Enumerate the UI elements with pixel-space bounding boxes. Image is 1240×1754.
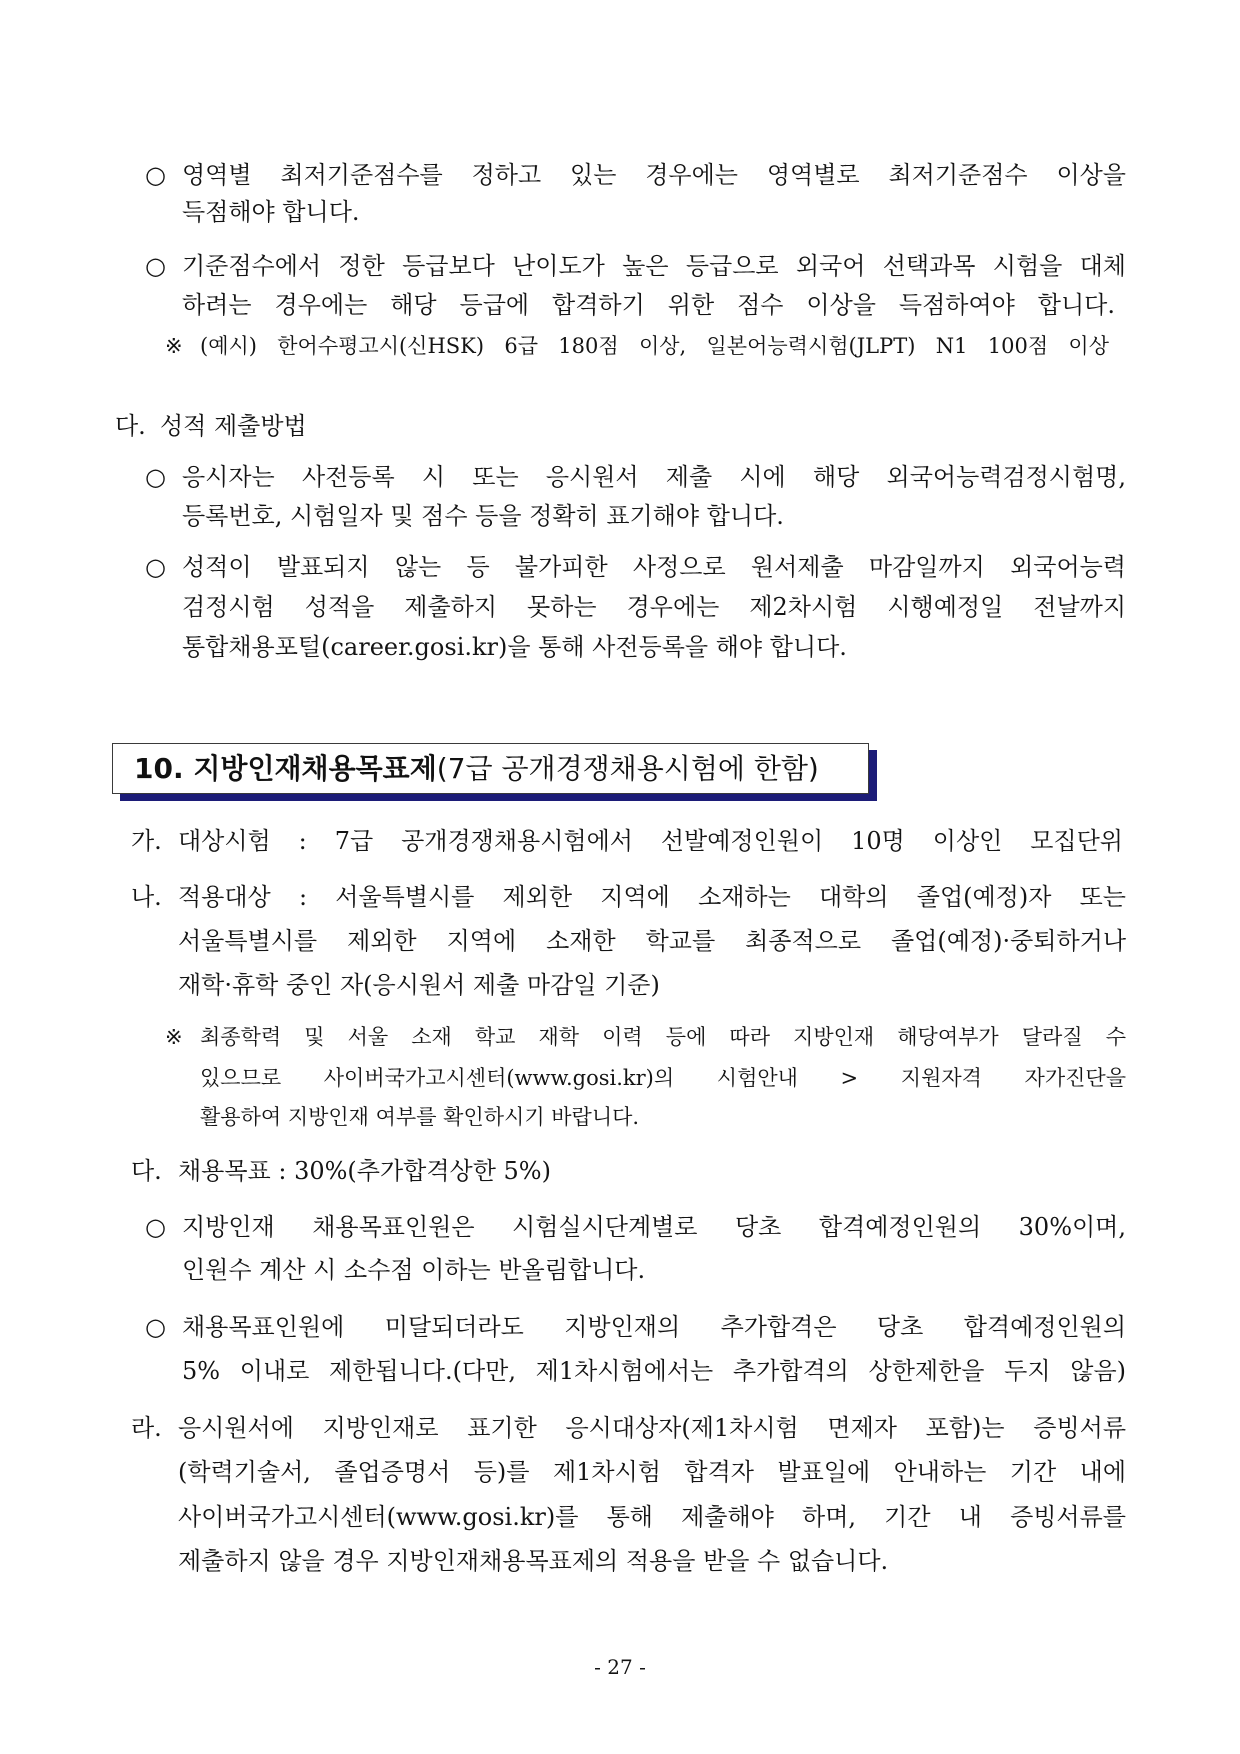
note-line: 활용하여 지방인재 여부를 확인하시기 바랍니다. bbox=[200, 1105, 640, 1129]
note-line: 있으므로 사이버국가고시센터(www.gosi.kr)의 시험안내 > 지원자격 자가진단을 bbox=[200, 1066, 1126, 1090]
text-line: (학력기술서, 졸업증명서 등)를 제1차시험 합격자 발표일에 안내하는 기간 내에 bbox=[178, 1458, 1126, 1486]
text-line: 검정시험 성적을 제출하지 못하는 경우에는 제2차시험 시행예정일 전날까지 bbox=[182, 593, 1126, 621]
note-line: 최종학력 및 서울 소재 학교 재학 이력 등에 따라 지방인재 해당여부가 달라질 수 bbox=[200, 1025, 1126, 1049]
text-line: 하려는 경우에는 해당 등급에 합격하기 위한 점수 이상을 득점하여야 합니다. bbox=[182, 291, 1115, 319]
text-line: 득점해야 합니다. bbox=[182, 198, 360, 226]
bullet-marker: ○ bbox=[145, 252, 166, 280]
note-marker: ※ bbox=[165, 334, 183, 358]
text-line: 대상시험 : 7급 공개경쟁채용시험에서 선발예정인원이 10명 이상인 모집단위 bbox=[178, 827, 1123, 855]
text-line: 재학·휴학 중인 자(응시원서 제출 마감일 기준) bbox=[178, 971, 660, 999]
note-marker: ※ bbox=[165, 1025, 183, 1049]
text-line: 응시원서에 지방인재로 표기한 응시대상자(제1차시험 면제자 포함)는 증빙서류 bbox=[178, 1414, 1126, 1442]
text-line: 성적이 발표되지 않는 등 불가피한 사정으로 원서제출 마감일까지 외국어능력 bbox=[182, 553, 1126, 581]
item-marker: 나. bbox=[131, 883, 162, 911]
text-line: 지방인재 채용목표인원은 시험실시단계별로 당초 합격예정인원의 30%이며, bbox=[182, 1213, 1126, 1241]
item-marker: 다. bbox=[131, 1157, 162, 1185]
bullet-marker: ○ bbox=[145, 1313, 166, 1341]
item-marker: 가. bbox=[131, 827, 162, 855]
text-line: 적용대상 : 서울특별시를 제외한 지역에 소재하는 대학의 졸업(예정)자 또는 bbox=[178, 883, 1126, 911]
text-line: 통합채용포털(career.gosi.kr)을 통해 사전등록을 해야 합니다. bbox=[182, 633, 847, 661]
section-10-title-bold: 10. 지방인재채용목표제 bbox=[134, 752, 437, 785]
text-line: 인원수 계산 시 소수점 이하는 반올림합니다. bbox=[182, 1256, 646, 1284]
section-10-heading bbox=[112, 743, 869, 794]
section-heading: 성적 제출방법 bbox=[160, 412, 307, 440]
text-line: 사이버국가고시센터(www.gosi.kr)를 통해 제출해야 하며, 기간 내 증빙서류를 bbox=[178, 1503, 1126, 1531]
text-line: 응시자는 사전등록 시 또는 응시원서 제출 시에 해당 외국어능력검정시험명, bbox=[182, 463, 1126, 491]
text-line: 채용목표 : 30%(추가합격상한 5%) bbox=[178, 1157, 551, 1185]
section-10-title-rest: (7급 공개경쟁채용시험에 한함) bbox=[436, 752, 819, 785]
text-line: 등록번호, 시험일자 및 점수 등을 정확히 표기해야 합니다. bbox=[182, 502, 784, 530]
text-line: 영역별 최저기준점수를 정하고 있는 경우에는 영역별로 최저기준점수 이상을 bbox=[182, 161, 1126, 189]
bullet-marker: ○ bbox=[145, 553, 166, 581]
item-marker: 라. bbox=[131, 1414, 162, 1442]
bullet-marker: ○ bbox=[145, 1213, 166, 1241]
text-line: 5% 이내로 제한됩니다.(다만, 제1차시험에서는 추가합격의 상한제한을 두지 않음) bbox=[182, 1357, 1126, 1385]
text-line: 채용목표인원에 미달되더라도 지방인재의 추가합격은 당초 합격예정인원의 bbox=[182, 1313, 1126, 1341]
text-line: 서울특별시를 제외한 지역에 소재한 학교를 최종적으로 졸업(예정)·중퇴하거나 bbox=[178, 927, 1126, 955]
item-marker: 다. bbox=[115, 412, 146, 440]
bullet-marker: ○ bbox=[145, 161, 166, 189]
page-number: - 27 - bbox=[594, 1655, 646, 1679]
note-line: (예시) 한어수평고시(신HSK) 6급 180점 이상, 일본어능력시험(JLPT) N1 100점 이상 bbox=[200, 334, 1109, 358]
bullet-marker: ○ bbox=[145, 463, 166, 491]
text-line: 기준점수에서 정한 등급보다 난이도가 높은 등급으로 외국어 선택과목 시험을 대체 bbox=[182, 252, 1126, 280]
text-line: 제출하지 않을 경우 지방인재채용목표제의 적용을 받을 수 없습니다. bbox=[178, 1547, 889, 1575]
